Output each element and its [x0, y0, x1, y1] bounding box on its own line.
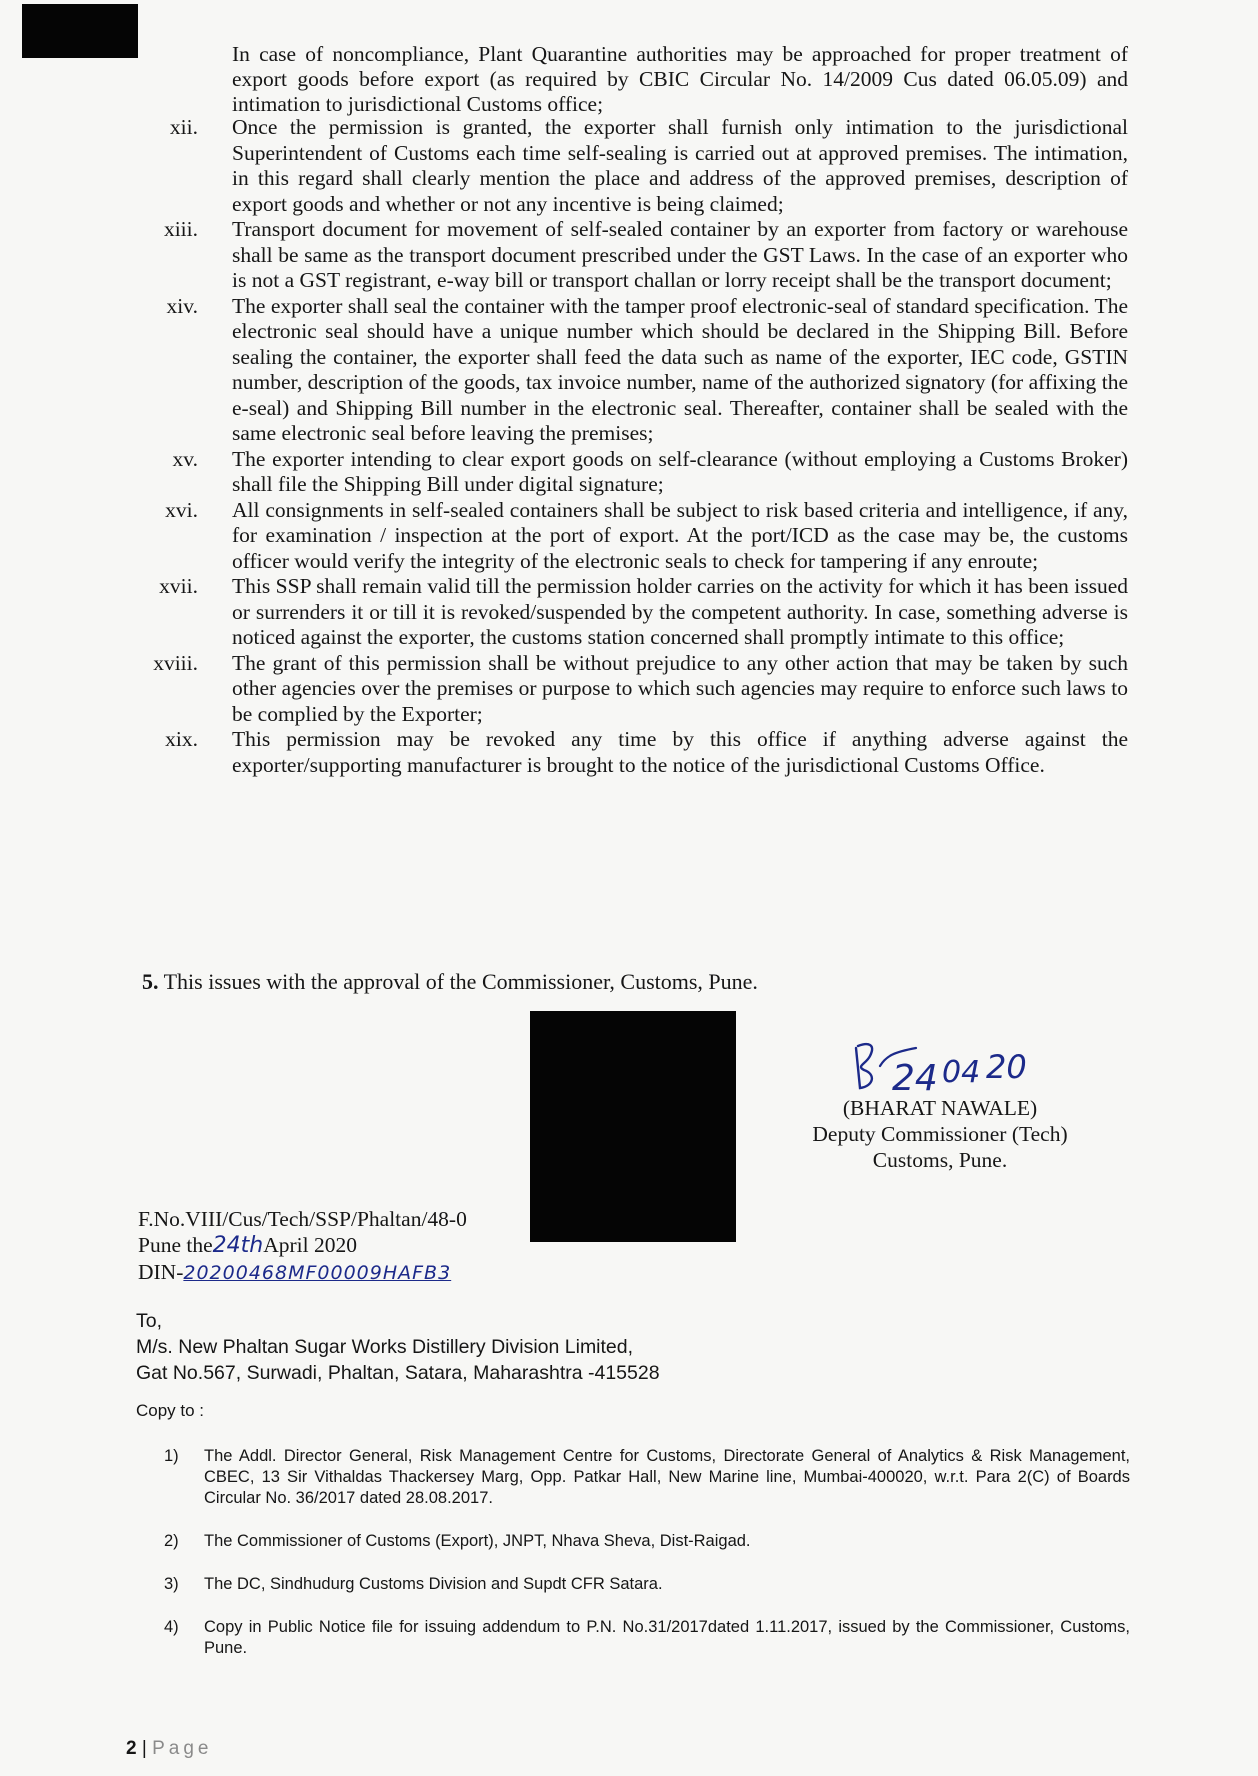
- redaction-box-top-left: [22, 4, 138, 58]
- signatory-designation: Deputy Commissioner (Tech): [812, 1122, 1068, 1146]
- clause-number: xix.: [165, 727, 198, 751]
- svg-text:04: 04: [942, 1055, 981, 1090]
- copy-item-number: 4): [164, 1618, 179, 1636]
- copy-item-text: Copy in Public Notice file for issuing addendum to P.N. No.31/2017dated 1.11.2017, issued by the Commissioner, Customs, Pune.: [204, 1618, 1130, 1657]
- date-prefix: Pune the: [138, 1233, 213, 1257]
- clause-xii: [136, 115, 1128, 217]
- clause-list: [136, 115, 1128, 778]
- din-line: [138, 1259, 467, 1286]
- date-suffix: April 2020: [263, 1233, 357, 1257]
- file-number: F.No.VIII/Cus/Tech/SSP/Phaltan/48-0: [138, 1207, 467, 1231]
- file-reference-block: [138, 1206, 467, 1286]
- handwritten-signature: [846, 1038, 1046, 1096]
- copy-item-number: 3): [164, 1575, 179, 1593]
- clause-number: xviii.: [153, 650, 198, 675]
- clause-number: xvi.: [165, 497, 198, 522]
- clause-xviii: [136, 651, 1128, 728]
- clause-xvi: [136, 498, 1128, 575]
- issue-date: [138, 1232, 467, 1259]
- clause-text: Transport document for movement of self-sealed container by an exporter from factory or warehouse shall be same as the transport document prescribed under the GST Laws. In the case of an exporter who is not a GST registrant, e-way bill or transport challan or lorry receipt shall be the transport document;: [232, 217, 1128, 292]
- signatory-block: [760, 1095, 1120, 1173]
- page-footer: [126, 1738, 212, 1760]
- clause-number: xvii.: [159, 574, 198, 598]
- clause-text: The exporter intending to clear export goods on self-clearance (without employing a Customs Broker) shall file the Shipping Bill under digital signature;: [232, 446, 1128, 496]
- page-number: 2: [126, 1738, 137, 1759]
- handwritten-date: 24th: [212, 1233, 264, 1258]
- copy-item-number: 1): [164, 1447, 179, 1465]
- addressee-name: M/s. New Phaltan Sugar Works Distillery Division Limited,: [136, 1336, 634, 1358]
- clause-xiii: [136, 217, 1128, 294]
- clause-number: xiii.: [163, 217, 198, 241]
- clause-xiv: [136, 294, 1128, 447]
- paragraph-number: 5.: [142, 969, 159, 994]
- copy-to-list: [164, 1446, 1130, 1681]
- clause-number: xiv.: [166, 293, 198, 318]
- svg-text:24: 24: [892, 1058, 938, 1096]
- approval-paragraph: [142, 969, 758, 995]
- handwritten-din: 20200468MF00009HAFB3: [183, 1262, 452, 1284]
- addressee-address: Gat No.567, Surwadi, Phaltan, Satara, Maharashtra -415528: [136, 1362, 660, 1384]
- copy-item: [164, 1574, 1130, 1595]
- clause-xvii: [136, 574, 1128, 651]
- copy-item-text: The Commissioner of Customs (Export), JNPT, Nhava Sheva, Dist-Raigad.: [204, 1532, 751, 1550]
- clause-text: All consignments in self-sealed containers shall be subject to risk based criteria and intelligence, if any, for examination / inspection at the port of export. At the port/ICD as the case may be, the customs officer would verify the integrity of the electronic seals to check for tampering if any enroute;: [232, 497, 1128, 573]
- redaction-box-center: [530, 1011, 736, 1242]
- clause-text: The grant of this permission shall be without prejudice to any other action that may be taken by such other agencies over the premises or purpose to which such agencies may require to enforce such laws to be complied by the Exporter;: [232, 650, 1128, 726]
- clause-text: Once the permission is granted, the exporter shall furnish only intimation to the jurisdictional Superintendent of Customs each time self-sealing is carried out at approved premises. The intimation, in this regard shall clearly mention the place and address of the approved premises, description of export goods and whether or not any incentive is being claimed;: [232, 115, 1128, 216]
- din-label: DIN-: [138, 1260, 184, 1284]
- clause-xv: [136, 447, 1128, 498]
- approval-text: This issues with the approval of the Commissioner, Customs, Pune.: [163, 969, 758, 994]
- copy-item: [164, 1446, 1130, 1509]
- clause-text: This permission may be revoked any time by this office if anything adverse against the exporter/supporting manufacturer is brought to the notice of the jurisdictional Customs Office.: [232, 727, 1128, 777]
- footer-separator: |: [141, 1738, 147, 1759]
- svg-text:20: 20: [986, 1048, 1027, 1086]
- copy-item-text: The Addl. Director General, Risk Management Centre for Customs, Directorate General of Analytics & Risk Management, CBEC, 13 Sir Vithaldas Thackersey Marg, Opp. Patkar Hall, New Marine line, Mumbai-400020, w.r.t. Para 2(C) of Boards Circular No. 36/2017 dated 28.08.2017.: [204, 1447, 1130, 1507]
- page-word: Page: [152, 1738, 213, 1759]
- copy-item-text: The DC, Sindhudurg Customs Division and Supdt CFR Satara.: [204, 1575, 663, 1593]
- clause-xix: [136, 727, 1128, 778]
- addressee-block: [136, 1308, 660, 1386]
- clause-number: xv.: [172, 446, 198, 471]
- clause-text: The exporter shall seal the container with the tamper proof electronic-seal of standard specification. The electronic seal should have a unique number which should be declared in the Shipping Bill. Before sealing the container, the exporter shall feed the data such as name of the exporter, IEC code, GSTIN number, description of the goods, tax invoice number, name of the authorized signatory (for affixing the e-seal) and Shipping Bill number in the electronic seal. Thereafter, container shall be sealed with the same electronic seal before leaving the premises;: [232, 293, 1128, 445]
- clause-number: xii.: [169, 115, 198, 139]
- to-label: To,: [136, 1310, 163, 1332]
- copy-item-number: 2): [164, 1532, 179, 1550]
- noncompliance-paragraph: In case of noncompliance, Plant Quarantine authorities may be approached for proper treatment of export goods before export (as required by CBIC Circular No. 14/2009 Cus dated 06.05.09) and intimation to jurisdictional Customs office;: [232, 42, 1128, 116]
- signatory-office: Customs, Pune.: [872, 1148, 1008, 1172]
- clause-text: This SSP shall remain valid till the permission holder carries on the activity for which it has been issued or surrenders it or till it is revoked/suspended by the competent authority. In case, something adverse is noticed against the exporter, the customs station concerned shall promptly intimate to this office;: [232, 574, 1128, 649]
- signatory-name: (BHARAT NAWALE): [842, 1096, 1038, 1120]
- copy-to-label: Copy to :: [136, 1401, 205, 1420]
- copy-item: [164, 1617, 1130, 1659]
- copy-item: [164, 1531, 1130, 1552]
